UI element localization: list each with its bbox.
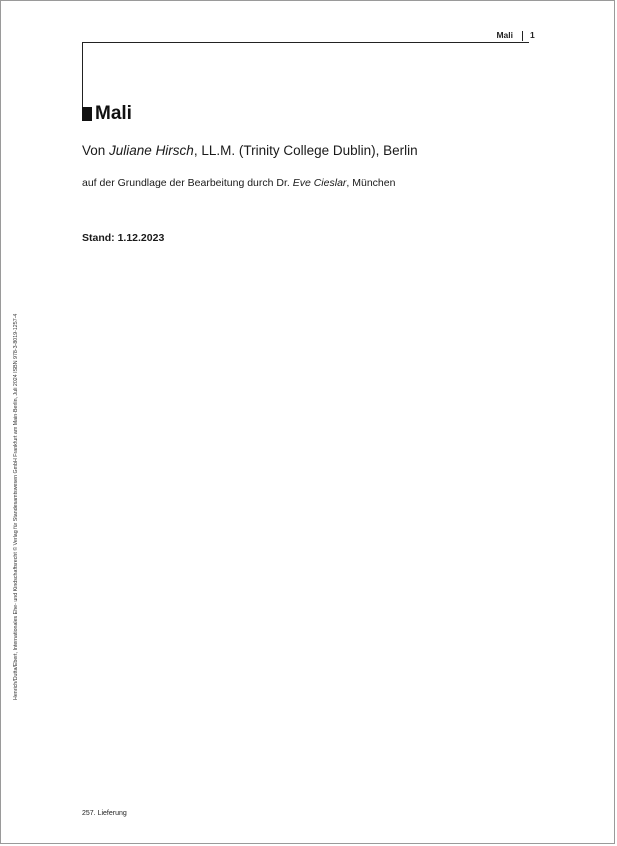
basis-prefix: auf der Grundlage der Bearbeitung durch Dr. — [82, 177, 293, 189]
basis-suffix: , München — [346, 177, 396, 189]
footer-delivery: 257. Lieferung — [82, 810, 127, 817]
basis-line — [82, 177, 395, 189]
basis-name: Eve Cieslar — [292, 177, 347, 189]
header-rule — [82, 42, 529, 43]
side-copyright-note: Henrich/Dutta/Ebert, Internationales Ehe- und Kindschaftsrecht © Verlag für Standesamtswesen GmbH Frankfurt am Main·Berlin, Juli 2024 ISBN 978-3-8019-1257-4 — [13, 313, 19, 700]
chapter-heading — [82, 104, 132, 123]
author-suffix: , LL.M. (Trinity College Dublin), Berlin — [193, 143, 418, 158]
author-prefix: Von — [82, 143, 110, 158]
running-title: Mali — [496, 30, 513, 40]
stand-date: Stand: 1.12.2023 — [82, 232, 165, 244]
chapter-title: Mali — [95, 103, 132, 124]
header-separator — [522, 31, 523, 41]
author-name: Juliane Hirsch — [109, 143, 194, 158]
page-number: 1 — [530, 30, 535, 40]
heading-marker — [82, 107, 92, 121]
author-line — [82, 143, 418, 158]
